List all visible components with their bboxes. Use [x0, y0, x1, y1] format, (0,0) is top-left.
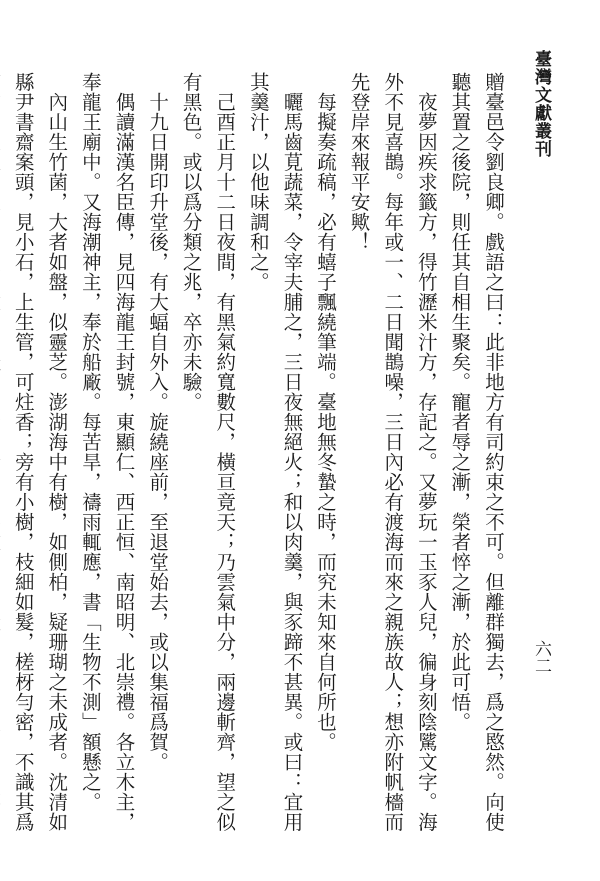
- paragraph-4: 曬馬齒莧蔬菜，令宰夫脯之，三日夜無絕火；和以肉羹，與豕蹄不甚異。或曰：宜用其羹汁，以他味調和之。: [246, 72, 304, 832]
- paragraph-2: 夜夢因疾求籤方，得竹瀝米汁方，存記之。又夢玩一玉豕人兒，徧身刻陰騭文字。海外不見喜鵲。每年或一、二日聞鵲噪，三日內必有渡海而來之親族故人；想亦附帆檣而先登岸來報平安歟！: [347, 72, 438, 832]
- paragraph-8: 內山生竹菌，大者如盤，似靈芝。澎湖海中有樹，如側柏，疑珊瑚之未成者。沈清如縣尹書齋案頭，見小石，上生管，可炷香；旁有小樹，枝細如髮，槎枒勻密，不識其爲: [11, 72, 69, 832]
- paragraph-5: 己酉正月十二日夜間，有黑氣約寬數尺，橫亘竟天；乃雲氣中分，兩邊斬齊，望之似有黑色。或以爲分類之兆，卒亦未驗。: [179, 72, 237, 832]
- paragraph-6: 十九日開印升堂後，有大蝠自外入。旋繞座前，至退堂始去，或以集福爲賀。: [146, 72, 170, 772]
- page-number: 六二: [531, 640, 551, 674]
- paragraph-1: 贈臺邑令劉良卿。戲語之曰：此非地方有司約束之不可。但離群獨去，爲之愍然。向使聽其置之後院，則任其自相生聚矣。寵者辱之漸，榮者悴之漸，於此可悟。: [448, 72, 505, 832]
- paragraph-7: 偶讀滿漢名臣傳，見四海龍王封號，東顯仁、西正恒、南昭明、北崇禮。各立木主，奉龍王廟中。又海潮神主，奉於船廠。每苦旱，禱雨輒應，書「生物不測」額懸之。: [78, 72, 136, 832]
- vertical-body-text: [11, 72, 510, 842]
- running-header-title: 臺灣文獻叢刊: [531, 50, 551, 158]
- paragraph-3: 每擬奏疏稿，必有蟢子飄繞筆端。臺地無冬蟄之時，而究未知來自何所也。: [314, 72, 338, 752]
